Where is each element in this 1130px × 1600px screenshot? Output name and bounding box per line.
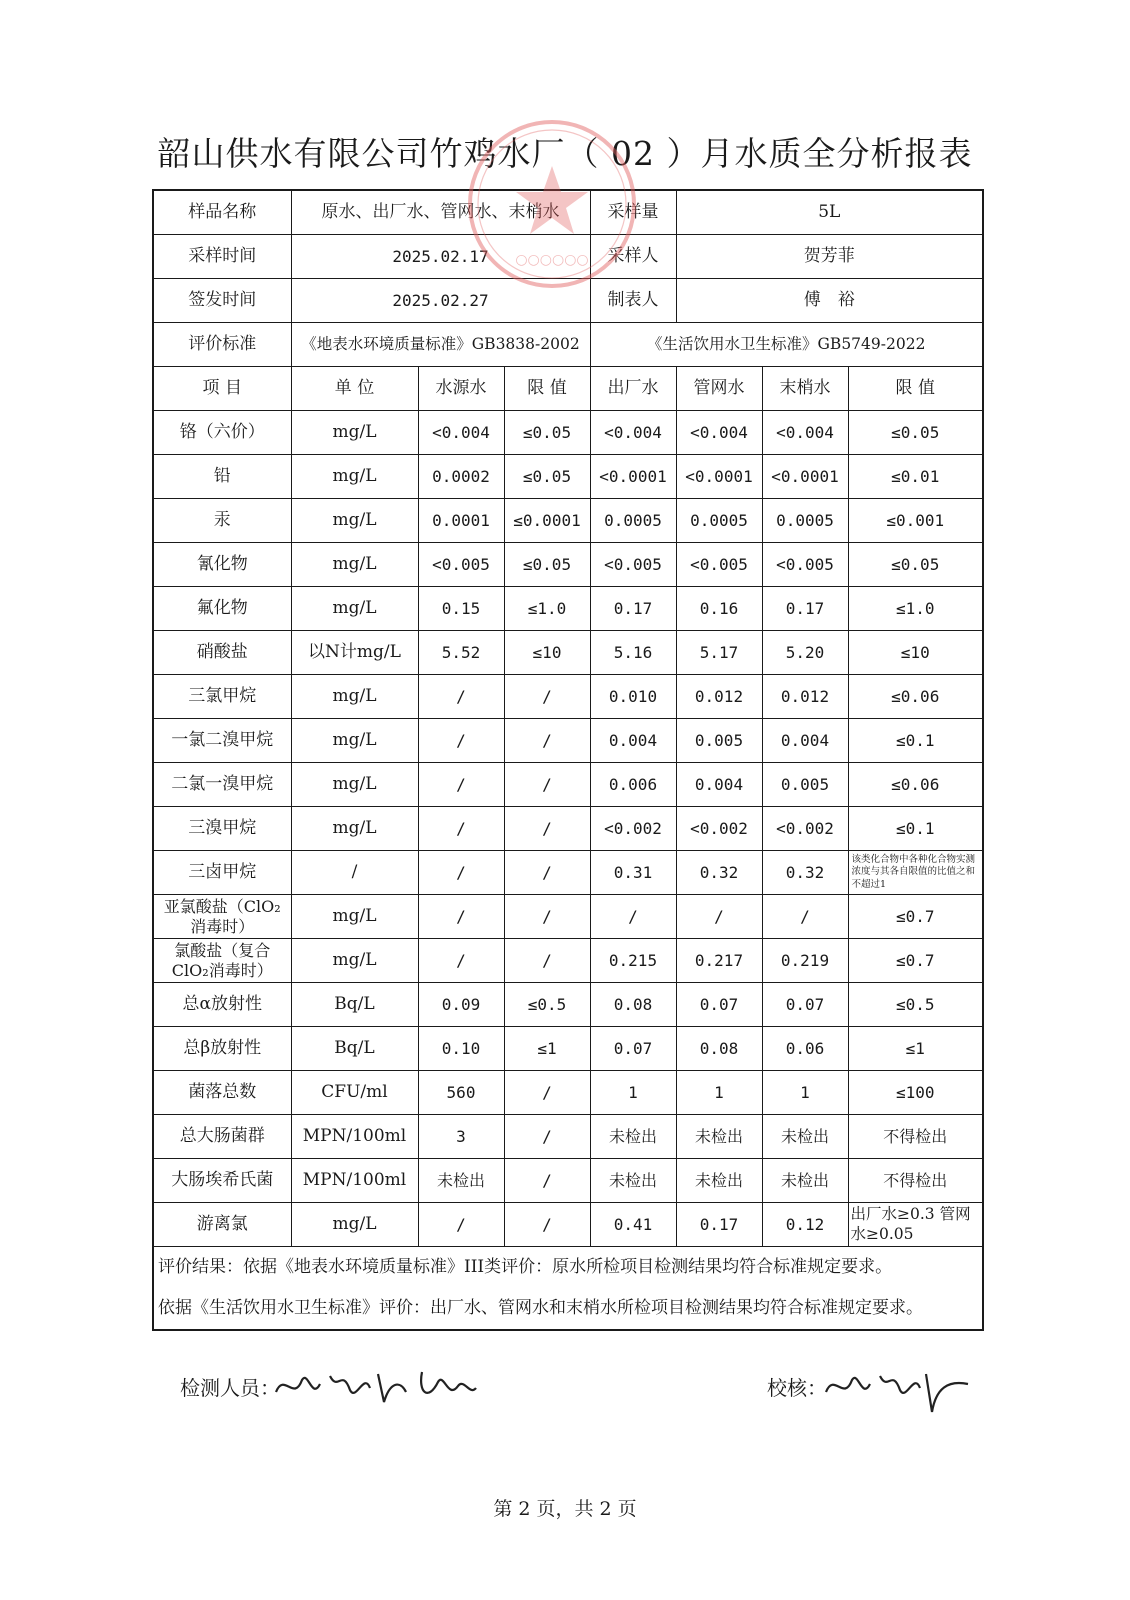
source-water-cell: /	[418, 895, 504, 939]
page-number: 第 2 页，共 2 页	[493, 1498, 637, 1520]
sample-name-label: 样品名称	[153, 190, 291, 235]
col-header-limit-drinking: 限 值	[848, 367, 983, 411]
terminal-water-cell: 1	[762, 1071, 848, 1115]
limit-surface-cell: /	[504, 675, 590, 719]
factory-water-cell: 0.004	[590, 719, 676, 763]
limit-drinking-cell: ≤0.06	[848, 763, 983, 807]
limit-surface-cell: /	[504, 1159, 590, 1203]
network-water-cell: <0.005	[676, 543, 762, 587]
limit-surface-cell: ≤1	[504, 1027, 590, 1071]
table-row	[153, 851, 983, 895]
sample-volume-label: 采样量	[590, 190, 676, 235]
terminal-water-cell: 0.17	[762, 587, 848, 631]
factory-water-cell: 未检出	[590, 1115, 676, 1159]
item-name-cell: 铅	[153, 455, 291, 499]
limit-surface-cell: /	[504, 807, 590, 851]
network-water-cell: 0.32	[676, 851, 762, 895]
limit-surface-cell: ≤0.05	[504, 455, 590, 499]
limit-surface-cell: ≤0.05	[504, 411, 590, 455]
limit-drinking-cell: ≤0.05	[848, 543, 983, 587]
limit-drinking-cell: ≤0.7	[848, 939, 983, 983]
table-row	[153, 411, 983, 455]
source-water-cell: /	[418, 763, 504, 807]
limit-drinking-cell: ≤0.01	[848, 455, 983, 499]
header-row-standard	[153, 323, 983, 367]
conclusion-text: 评价结果：依据《地表水环境质量标准》III类评价：原水所检项目检测结果均符合标准规定要求。	[153, 1247, 983, 1289]
terminal-water-cell: 5.20	[762, 631, 848, 675]
sampling-time-label: 采样时间	[153, 235, 291, 279]
limit-surface-cell: ≤0.05	[504, 543, 590, 587]
unit-cell: mg/L	[291, 939, 418, 983]
unit-cell: MPN/100ml	[291, 1159, 418, 1203]
unit-cell: mg/L	[291, 1203, 418, 1247]
unit-cell: mg/L	[291, 895, 418, 939]
col-header-source-water: 水源水	[418, 367, 504, 411]
table-row	[153, 587, 983, 631]
item-name-cell: 总α放射性	[153, 983, 291, 1027]
terminal-water-cell: 0.12	[762, 1203, 848, 1247]
item-name-cell: 三溴甲烷	[153, 807, 291, 851]
checker-signature	[822, 1362, 972, 1422]
table-row	[153, 719, 983, 763]
inspector-signature	[272, 1362, 482, 1412]
source-water-cell: 0.0001	[418, 499, 504, 543]
terminal-water-cell: <0.005	[762, 543, 848, 587]
factory-water-cell: <0.005	[590, 543, 676, 587]
svg-text:○○○○○○: ○○○○○○	[515, 252, 589, 268]
item-name-cell: 汞	[153, 499, 291, 543]
standard-drinking-water: 《生活饮用水卫生标准》GB5749-2022	[590, 323, 983, 367]
item-name-cell: 三氯甲烷	[153, 675, 291, 719]
factory-water-cell: 0.0005	[590, 499, 676, 543]
terminal-water-cell: 未检出	[762, 1115, 848, 1159]
network-water-cell: 0.012	[676, 675, 762, 719]
unit-cell: mg/L	[291, 455, 418, 499]
limit-surface-cell: /	[504, 895, 590, 939]
table-row	[153, 895, 983, 939]
factory-water-cell: <0.0001	[590, 455, 676, 499]
unit-cell: MPN/100ml	[291, 1115, 418, 1159]
table-row	[153, 1027, 983, 1071]
source-water-cell: /	[418, 1203, 504, 1247]
conclusion-text: 依据《生活饮用水卫生标准》评价：出厂水、管网水和末梢水所检项目检测结果均符合标准规定要求。	[153, 1288, 983, 1330]
limit-drinking-cell: 不得检出	[848, 1159, 983, 1203]
network-water-cell: 0.08	[676, 1027, 762, 1071]
table-row	[153, 1115, 983, 1159]
network-water-cell: 5.17	[676, 631, 762, 675]
item-name-cell: 菌落总数	[153, 1071, 291, 1115]
table-row	[153, 455, 983, 499]
header-row-sample-name	[153, 190, 983, 235]
terminal-water-cell: 0.005	[762, 763, 848, 807]
table-row	[153, 543, 983, 587]
sampler-value: 贺芳菲	[676, 235, 983, 279]
item-name-cell: 游离氯	[153, 1203, 291, 1247]
item-name-cell: 一氯二溴甲烷	[153, 719, 291, 763]
network-water-cell: 0.07	[676, 983, 762, 1027]
limit-drinking-cell: ≤0.05	[848, 411, 983, 455]
limit-drinking-cell: ≤0.7	[848, 895, 983, 939]
limit-surface-cell: /	[504, 939, 590, 983]
item-name-cell: 硝酸盐	[153, 631, 291, 675]
terminal-water-cell: <0.0001	[762, 455, 848, 499]
factory-water-cell: 5.16	[590, 631, 676, 675]
source-water-cell: /	[418, 675, 504, 719]
network-water-cell: 0.004	[676, 763, 762, 807]
network-water-cell: 未检出	[676, 1159, 762, 1203]
item-name-cell: 大肠埃希氏菌	[153, 1159, 291, 1203]
limit-drinking-cell: ≤100	[848, 1071, 983, 1115]
item-name-cell: 亚氯酸盐（ClO₂消毒时）	[153, 895, 291, 939]
item-name-cell: 氯酸盐（复合ClO₂消毒时）	[153, 939, 291, 983]
table-row	[153, 499, 983, 543]
network-water-cell: /	[676, 895, 762, 939]
header-row-issue-time	[153, 279, 983, 323]
water-quality-table	[152, 189, 984, 1331]
table-row	[153, 675, 983, 719]
report-title: 韶山供水有限公司竹鸡水厂（ 02 ）月水质全分析报表	[157, 134, 973, 173]
limit-surface-cell: ≤10	[504, 631, 590, 675]
terminal-water-cell: 0.07	[762, 983, 848, 1027]
terminal-water-cell: <0.002	[762, 807, 848, 851]
factory-water-cell: 未检出	[590, 1159, 676, 1203]
limit-drinking-cell: ≤0.06	[848, 675, 983, 719]
factory-water-cell: 0.17	[590, 587, 676, 631]
unit-cell: /	[291, 851, 418, 895]
source-water-cell: 0.0002	[418, 455, 504, 499]
network-water-cell: <0.002	[676, 807, 762, 851]
unit-cell: mg/L	[291, 587, 418, 631]
item-name-cell: 二氯一溴甲烷	[153, 763, 291, 807]
factory-water-cell: 0.31	[590, 851, 676, 895]
item-name-cell: 氟化物	[153, 587, 291, 631]
limit-drinking-cell: ≤0.5	[848, 983, 983, 1027]
source-water-cell: <0.005	[418, 543, 504, 587]
limit-drinking-cell: 不得检出	[848, 1115, 983, 1159]
unit-cell: CFU/ml	[291, 1071, 418, 1115]
limit-drinking-cell: ≤10	[848, 631, 983, 675]
col-header-item: 项 目	[153, 367, 291, 411]
unit-cell: mg/L	[291, 411, 418, 455]
limit-drinking-cell: ≤0.1	[848, 807, 983, 851]
network-water-cell: 0.005	[676, 719, 762, 763]
unit-cell: mg/L	[291, 763, 418, 807]
factory-water-cell: 0.215	[590, 939, 676, 983]
conclusion-row	[153, 1247, 983, 1289]
terminal-water-cell: 0.06	[762, 1027, 848, 1071]
table-row	[153, 1203, 983, 1247]
item-name-cell: 三卤甲烷	[153, 851, 291, 895]
source-water-cell: 未检出	[418, 1159, 504, 1203]
terminal-water-cell: 0.219	[762, 939, 848, 983]
item-name-cell: 氰化物	[153, 543, 291, 587]
source-water-cell: /	[418, 807, 504, 851]
standard-label: 评价标准	[153, 323, 291, 367]
table-row	[153, 1159, 983, 1203]
factory-water-cell: 0.07	[590, 1027, 676, 1071]
terminal-water-cell: 0.32	[762, 851, 848, 895]
item-name-cell: 铬（六价）	[153, 411, 291, 455]
terminal-water-cell: 0.004	[762, 719, 848, 763]
limit-surface-cell: ≤1.0	[504, 587, 590, 631]
factory-water-cell: <0.002	[590, 807, 676, 851]
sample-name-value: 原水、出厂水、管网水、末梢水	[291, 190, 590, 235]
unit-cell: 以N计mg/L	[291, 631, 418, 675]
sample-volume-value: 5L	[676, 190, 983, 235]
col-header-limit-surface: 限 值	[504, 367, 590, 411]
column-header-row	[153, 367, 983, 411]
source-water-cell: /	[418, 719, 504, 763]
factory-water-cell: /	[590, 895, 676, 939]
network-water-cell: 0.217	[676, 939, 762, 983]
standard-surface-water: 《地表水环境质量标准》GB3838-2002	[291, 323, 590, 367]
table-row	[153, 939, 983, 983]
network-water-cell: 未检出	[676, 1115, 762, 1159]
network-water-cell: 0.16	[676, 587, 762, 631]
source-water-cell: 0.10	[418, 1027, 504, 1071]
unit-cell: mg/L	[291, 807, 418, 851]
table-row	[153, 763, 983, 807]
unit-cell: mg/L	[291, 543, 418, 587]
sampler-label: 采样人	[590, 235, 676, 279]
col-header-factory-water: 出厂水	[590, 367, 676, 411]
item-name-cell: 总β放射性	[153, 1027, 291, 1071]
factory-water-cell: 0.41	[590, 1203, 676, 1247]
issue-time-label: 签发时间	[153, 279, 291, 323]
limit-drinking-cell: ≤1.0	[848, 587, 983, 631]
limit-surface-cell: /	[504, 763, 590, 807]
col-header-network-water: 管网水	[676, 367, 762, 411]
header-row-sampling-time	[153, 235, 983, 279]
limit-drinking-cell: ≤0.001	[848, 499, 983, 543]
source-water-cell: <0.004	[418, 411, 504, 455]
terminal-water-cell: <0.004	[762, 411, 848, 455]
source-water-cell: 5.52	[418, 631, 504, 675]
network-water-cell: <0.004	[676, 411, 762, 455]
network-water-cell: 1	[676, 1071, 762, 1115]
table-row	[153, 1071, 983, 1115]
source-water-cell: 560	[418, 1071, 504, 1115]
terminal-water-cell: 0.0005	[762, 499, 848, 543]
unit-cell: Bq/L	[291, 1027, 418, 1071]
limit-surface-cell: /	[504, 1071, 590, 1115]
source-water-cell: 0.15	[418, 587, 504, 631]
limit-surface-cell: /	[504, 851, 590, 895]
source-water-cell: 3	[418, 1115, 504, 1159]
source-water-cell: /	[418, 939, 504, 983]
factory-water-cell: 0.08	[590, 983, 676, 1027]
table-row	[153, 631, 983, 675]
factory-water-cell: <0.004	[590, 411, 676, 455]
col-header-unit: 单 位	[291, 367, 418, 411]
table-row	[153, 983, 983, 1027]
limit-surface-cell: /	[504, 1115, 590, 1159]
table-row	[153, 807, 983, 851]
issue-time-value: 2025.02.27	[291, 279, 590, 323]
conclusion-row	[153, 1288, 983, 1330]
unit-cell: mg/L	[291, 499, 418, 543]
limit-surface-cell: /	[504, 1203, 590, 1247]
terminal-water-cell: /	[762, 895, 848, 939]
checker-label: 校核：	[767, 1376, 827, 1400]
terminal-water-cell: 未检出	[762, 1159, 848, 1203]
limit-drinking-cell: 该类化合物中各种化合物实测浓度与其各自限值的比值之和不超过1	[848, 851, 983, 895]
unit-cell: mg/L	[291, 675, 418, 719]
limit-drinking-cell: 出厂水≥0.3 管网水≥0.05	[848, 1203, 983, 1247]
tabulator-label: 制表人	[590, 279, 676, 323]
source-water-cell: /	[418, 851, 504, 895]
limit-surface-cell: ≤0.5	[504, 983, 590, 1027]
inspector-label: 检测人员：	[180, 1376, 280, 1400]
tabulator-value: 傅 裕	[676, 279, 983, 323]
source-water-cell: 0.09	[418, 983, 504, 1027]
factory-water-cell: 1	[590, 1071, 676, 1115]
factory-water-cell: 0.006	[590, 763, 676, 807]
factory-water-cell: 0.010	[590, 675, 676, 719]
network-water-cell: 0.17	[676, 1203, 762, 1247]
sampling-time-value: 2025.02.17	[291, 235, 590, 279]
limit-surface-cell: ≤0.0001	[504, 499, 590, 543]
unit-cell: mg/L	[291, 719, 418, 763]
limit-drinking-cell: ≤1	[848, 1027, 983, 1071]
unit-cell: Bq/L	[291, 983, 418, 1027]
terminal-water-cell: 0.012	[762, 675, 848, 719]
col-header-terminal-water: 末梢水	[762, 367, 848, 411]
network-water-cell: 0.0005	[676, 499, 762, 543]
limit-drinking-cell: ≤0.1	[848, 719, 983, 763]
limit-surface-cell: /	[504, 719, 590, 763]
network-water-cell: <0.0001	[676, 455, 762, 499]
item-name-cell: 总大肠菌群	[153, 1115, 291, 1159]
